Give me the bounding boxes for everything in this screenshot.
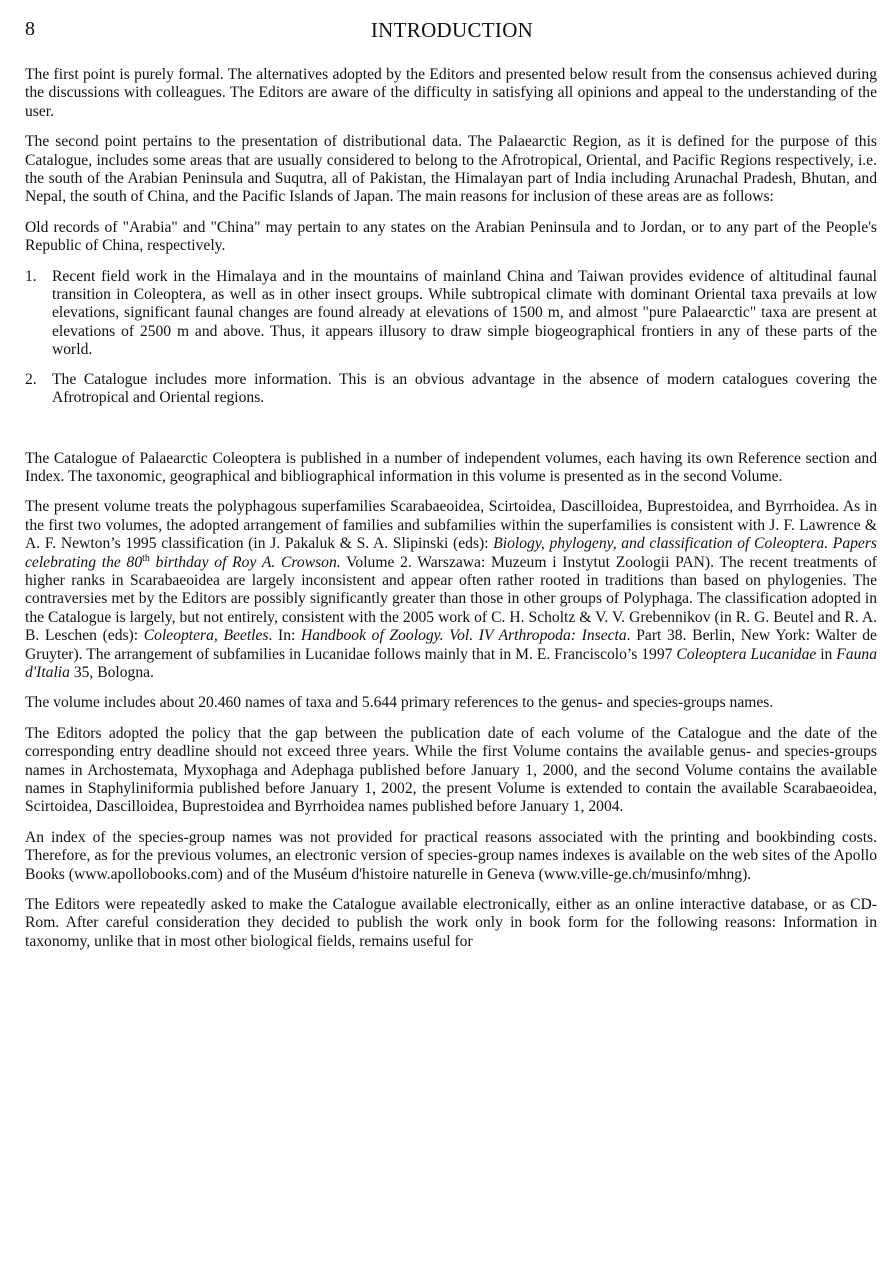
reasons-list [25, 268, 877, 408]
body-text [25, 66, 877, 963]
paragraph-formal-point: The first point is purely formal. The alternatives adopted by the Editors and presented below result from the consensus achieved during the discussions with colleagues. The Editors are aware of the difficulty in satisfying all opinions and appeal to the understanding of the user. [25, 66, 877, 120]
paragraph-volume-counts: The volume includes about 20.460 names of taxa and 5.644 primary references to the genus- and species-groups names. [25, 694, 774, 712]
book-title-fauna-italia: Fauna d'Italia [25, 645, 877, 681]
list-item [25, 268, 877, 360]
book-title-handbook-zoology: Handbook of Zoology. Vol. IV Arthropoda: Insecta [301, 627, 627, 645]
book-title-crowson: birthday of Roy A. Crowson. [149, 553, 341, 571]
running-head: INTRODUCTION [370, 18, 534, 42]
paragraph-distribution-point: The second point pertains to the presentation of distributional data. The Palaearctic Region, as it is defined for the purpose of this Catalogue, includes some areas that are usually considered to belong to the Afrotropical, Oriental, and Pacific Regions respectively, i.e. the south of the Arabian Peninsula and Suqutra, all of Pakistan, the Himalayan part of India including Arunachal Pradesh, Bhutan, and Nepal, the south of China, and the Pacific Islands of Japan. The main reasons for inclusion of these areas are as follows: [25, 133, 877, 206]
classification-text-l: 35, Bologna. [69, 663, 154, 681]
classification-text-h: . Part 38. Berlin, New York: Walter de Gruyter). The arrangement of subfamilies in Lucanidae follows mainly that in M. E. Franciscolo’s 1997 [25, 627, 877, 663]
list-item-number: 2. [25, 370, 37, 388]
list-item-number: 1. [25, 267, 37, 285]
paragraph-electronic-format: The Editors were repeatedly asked to make the Catalogue available electronically, either as an online interactive database, or as CD-Rom. After careful consideration they decided to publish the work only in book form for the following reasons: Information in taxonomy, unlike that in most other biological fields, remains useful for [25, 896, 877, 950]
classification-text-f: . In: [268, 627, 302, 645]
book-title-coleoptera-beetles: Coleoptera, Beetles [143, 627, 269, 645]
paragraph-deadline-policy: The Editors adopted the policy that the gap between the publication date of each volume of the Catalogue and the date of the corresponding entry deadline should not exceed three years. While the first Volume contains the available genus- and species-groups names in Archostemata, Myxophaga and Adephaga published before January 1, 2000, and the second Volume contains the available names in Staphyliniformia published before January 1, 2002, the present Volume is extended to contain the available Scarabaeoidea, Scirtoidea, Dascilloidea, Buprestoidea and Byrrhoidea names published before January 1, 2004. [25, 724, 877, 816]
list-item [25, 371, 877, 408]
classification-text-j: in [816, 645, 837, 663]
list-item-text: Recent field work in the Himalaya and in the mountains of mainland China and Taiwan provides evidence of altitudinal faunal transition in Coleoptera, as well as in other insect groups. While subtropical climate with dominant Oriental taxa prevails at low elevations, significant faunal changes are found already at elevations of 1500 m, and almost "pure Palaearctic" taxa are present at elevations of 2500 m and above. Thus, it appears illusory to draw simple biogeographical frontiers in any of these parts of the world. [52, 267, 877, 359]
section-gap [25, 420, 877, 450]
paragraph-catalogue-volumes: The Catalogue of Palaearctic Coleoptera is published in a number of independent volumes, each having its own Reference section and Index. The taxonomic, geographical and bibliographical information in this volume is presented as in the second Volume. [25, 449, 877, 485]
classification-text-d: Volume 2. Warszawa: Muzeum i Instytut Zoologii PAN). The recent treatments of higher ranks in Scarabaeoidea are largely inconsistent and appear often rather rooted in traditions than based on phylogenies. The contraversies met by the Editors are possibly significantly greater than those in other groups of Polyphaga. The classification adopted in the Catalogue is largely, but not entirely, consistent with the 2005 work of C. H. Scholtz & V. V. Grebennikov (in R. G. Beutel and R. A. B. Leschen (eds): [25, 553, 877, 645]
list-item-text: The Catalogue includes more information. This is an obvious advantage in the absence of modern catalogues covering the Afrotropical and Oriental regions. [52, 370, 877, 407]
page-header [0, 14, 890, 48]
ordinal-suffix: th [142, 552, 150, 564]
classification-text-a: The present volume treats the polyphagous superfamilies Scarabaeoidea, Scirtoidea, Dascilloidea, Buprestoidea, and Byrrhoidea. As in the first two volumes, the adopted arrangement of families and subfamilies within the superfamilies is consistent with J. F. Lawrence & A. F. Newton’s 1995 classification (in J. Pakaluk & S. A. Slipinski (eds): [25, 498, 877, 553]
page-number: 8 [25, 18, 35, 40]
paragraph-classification [25, 498, 877, 682]
paragraph-old-records: Old records of "Arabia" and "China" may pertain to any states on the Arabian Peninsula and to Jordan, or to any part of the People's Republic of China, respectively. [25, 218, 877, 255]
paragraph-species-index: An index of the species-group names was not provided for practical reasons associated with the printing and bookbinding costs. Therefore, as for the previous volumes, an electronic version of species-group names indexes is available on the web sites of the Apollo Books (www.apollobooks.com) and of the Muséum d'histoire naturelle in Geneva (www.ville-ge.ch/musinfo/mhng). [25, 828, 877, 883]
book-title-coleoptera-lucanidae: Coleoptera Lucanidae [676, 645, 817, 663]
book-title-biology-phylogeny: Biology, phylogeny, and classification of Coleoptera. Papers celebrating the 80 [25, 535, 877, 571]
